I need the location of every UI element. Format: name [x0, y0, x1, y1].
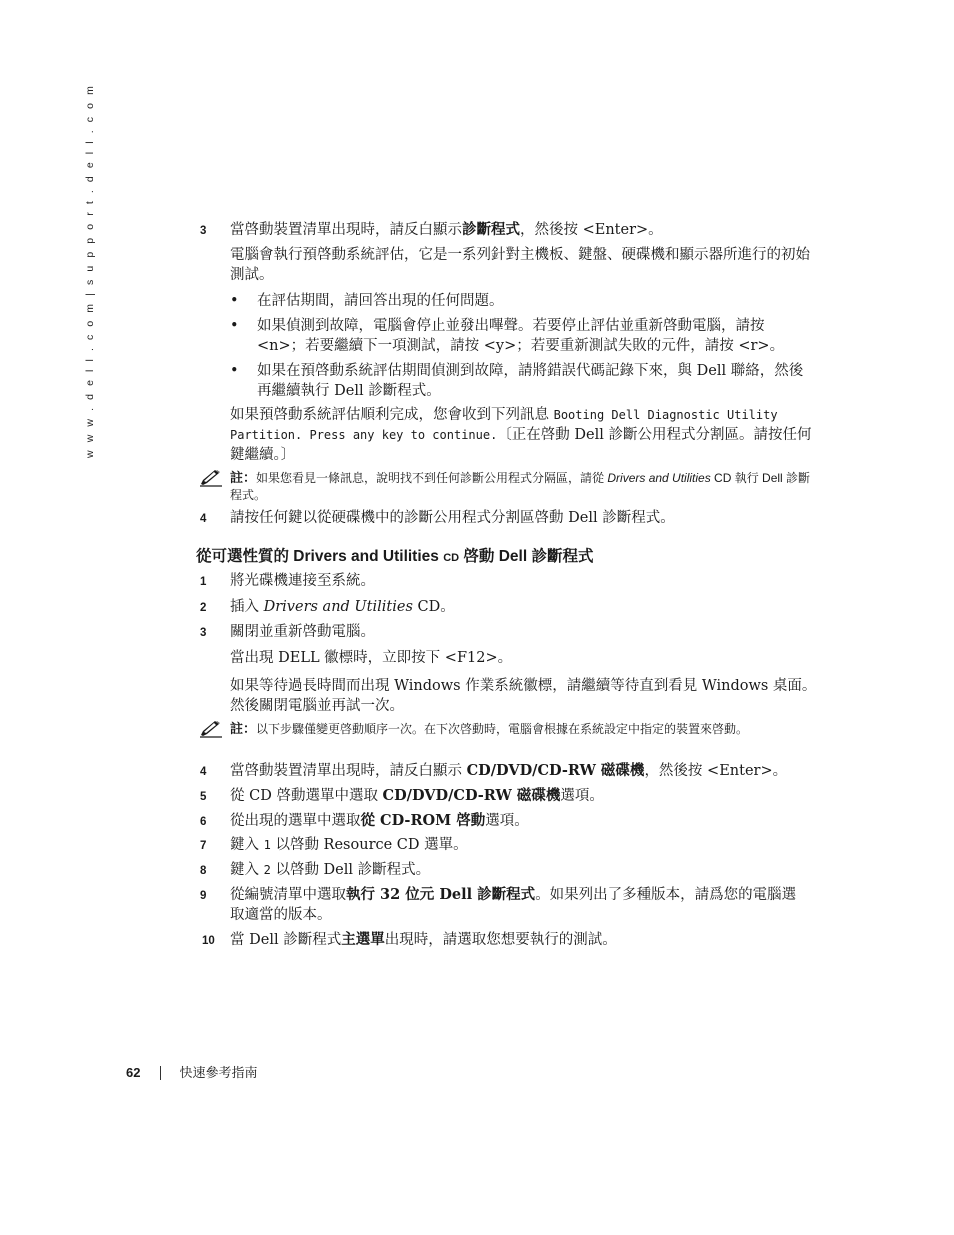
step-text: 請按任何鍵以從硬碟機中的診斷公用程式分割區啓動 Dell 診斷程式。 — [230, 510, 675, 526]
page-number: 62 — [126, 1065, 141, 1080]
step-3b — [200, 622, 820, 643]
list-item: • 如果偵測到故障，電腦會停止並發出嗶聲。若要停止評估並重新啓動電腦，請按 <n>；若要繼續下一項測試，請按 <y>；若要重新測試失敗的元件，請按 <r>。 — [230, 318, 785, 354]
step-number: 1 — [200, 576, 207, 588]
step-text: 從編號清單中選取執行 32 位元 Dell 診斷程式。如果列出了多種版本，請爲您的電腦選取適當的版本。 — [230, 886, 797, 923]
step-text: 鍵入 2 以啓動 Dell 診斷程式。 — [230, 862, 431, 878]
paragraph-boot-message: 如果預啓動系統評估順利完成，您會收到下列訊息 Booting Dell Diagnostic Utility Partition. Press any key to continue.〔正在啓動 Dell 診斷公用程式分割區。請按任何鍵繼續。〕 — [230, 407, 812, 463]
step-number: 8 — [200, 865, 207, 877]
paragraph: 當出現 DELL 徽標時，立即按下 <F12>。 — [230, 650, 513, 666]
step-1 — [200, 571, 820, 592]
step-7 — [200, 835, 820, 856]
step-number: 4 — [200, 766, 207, 778]
step-number: 4 — [200, 513, 207, 525]
step-4b — [200, 761, 820, 782]
step-text: 當啓動裝置清單出現時，請反白顯示診斷程式，然後按 <Enter>。 — [230, 221, 663, 238]
step-8 — [200, 860, 820, 881]
step-text: 當 Dell 診斷程式主選單出現時，請選取您想要執行的測試。 — [230, 931, 617, 948]
step-text: 插入 Drivers and Utilities CD。 — [230, 599, 455, 615]
note: 註：以下步驟僅變更啓動順序一次。在下次啓動時，電腦會根據在系統設定中指定的裝置來啓動。 — [200, 720, 820, 740]
step-number: 7 — [200, 840, 207, 852]
list-item: • 在評估期間，請回答出現的任何問題。 — [230, 293, 504, 309]
note-label: 註： — [230, 470, 257, 485]
bullet-icon: • — [230, 318, 239, 334]
step-number: 5 — [200, 791, 207, 803]
step-5 — [200, 786, 820, 807]
pencil-note-icon — [200, 720, 230, 740]
step-text: 從 CD 啓動選單中選取 CD/DVD/CD-RW 磁碟機選項。 — [230, 787, 604, 804]
list-item: • 如果在預啓動系統評估期間偵測到故障，請將錯誤代碼記錄下來，與 Dell 聯絡，然後再繼續執行 Dell 診斷程式。 — [230, 363, 804, 399]
step-6 — [200, 811, 820, 832]
section-heading: 從可選性質的 Drivers and Utilities CD 啓動 Dell 診斷程式 — [196, 548, 594, 565]
step-2 — [200, 597, 820, 618]
page-footer — [126, 1063, 257, 1083]
paragraph: 電腦會執行預啓動系統評估，它是一系列針對主機板、鍵盤、硬碟機和顯示器所進行的初始測試。 — [230, 247, 810, 283]
bullet-list — [230, 291, 820, 401]
side-url: w w w . d e l l . c o m | s u p p o r t . d e l l . c o m — [84, 83, 96, 458]
step-9 — [200, 885, 820, 925]
paragraph: 如果等待過長時間而出現 Windows 作業系統徽標，請繼續等待直到看見 Windows 桌面。然後關閉電腦並再試一次。 — [230, 678, 817, 714]
step-text: 將光碟機連接至系統。 — [230, 573, 375, 589]
step-text: 關閉並重新啓動電腦。 — [230, 624, 375, 640]
pencil-note-icon — [200, 469, 230, 489]
step-text: 鍵入 1 以啓動 Resource CD 選單。 — [230, 837, 468, 853]
step-3 — [200, 220, 820, 241]
step-number: 2 — [200, 602, 207, 614]
note: 註：如果您看見一條訊息，說明找不到任何診斷公用程式分隔區，請從 Drivers and Utilities CD 執行 Dell 診斷程式。 — [200, 469, 820, 504]
bullet-icon: • — [230, 363, 239, 379]
step-number: 3 — [200, 225, 207, 237]
step-number: 9 — [200, 890, 207, 902]
footer-divider — [160, 1066, 161, 1080]
step-10 — [200, 930, 820, 951]
bullet-icon: • — [230, 293, 239, 309]
step-number: 6 — [200, 816, 207, 828]
note-label: 註： — [230, 721, 257, 736]
step-number: 3 — [200, 627, 207, 639]
boot-message-code: Booting Dell Diagnostic Utility Partition. Press any key to continue. — [230, 408, 778, 442]
step-number: 10 — [202, 935, 215, 947]
footer-title: 快速參考指南 — [179, 1065, 258, 1080]
step-4 — [200, 508, 820, 529]
step-text: 從出現的選單中選取從 CD-ROM 啓動選項。 — [230, 812, 529, 829]
step-text: 當啓動裝置清單出現時，請反白顯示 CD/DVD/CD-RW 磁碟機，然後按 <Enter>。 — [230, 762, 788, 779]
